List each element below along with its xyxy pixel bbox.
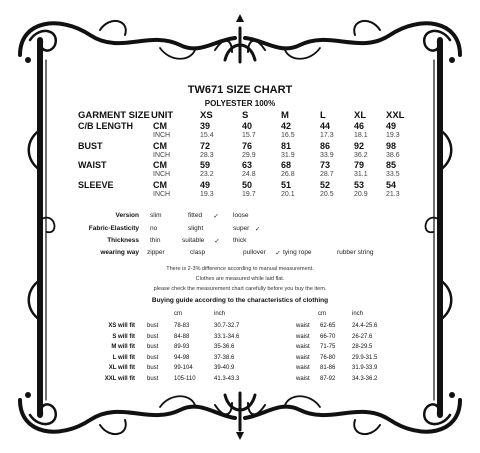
check-icon: ✓ (214, 238, 220, 245)
cm-value: 81 (281, 141, 292, 151)
check-icon: ✓ (255, 226, 261, 233)
attribute-option: slim (150, 212, 162, 219)
inch-value: 29.9 (242, 152, 256, 159)
guide-bust-cm: 78-83 (174, 323, 190, 329)
guide-waist-cm: 81-86 (320, 365, 336, 371)
cm-value: 73 (320, 160, 331, 170)
inch-value: 21.3 (386, 191, 400, 198)
row-label: BUST (78, 141, 103, 151)
unit-header: UNIT (151, 110, 174, 121)
attribute-option: suitable (182, 237, 205, 244)
guide-waist-cm: 87-92 (320, 375, 336, 382)
inch-value: 19.7 (242, 191, 256, 198)
guide-waist-label: waist (296, 344, 310, 350)
guide-size: XL will fit (108, 365, 135, 371)
cm-value: 76 (242, 141, 253, 151)
attribute-label: wearing way (100, 249, 139, 256)
cm-value: 49 (200, 180, 211, 190)
inch-value: 20.9 (354, 191, 368, 198)
cm-value: 44 (320, 121, 331, 131)
row-label: SLEEVE (78, 180, 114, 190)
cm-value: 51 (281, 180, 292, 190)
inch-value: 19.3 (200, 191, 214, 198)
cm-value: 72 (200, 141, 211, 151)
inch-value: 19.3 (386, 132, 400, 139)
guide-bust-inch: 35-36.6 (214, 344, 235, 350)
cm-value: 79 (354, 160, 365, 170)
guide-unit-cm: cm (174, 311, 182, 317)
guide-waist-inch: 28-29.5 (352, 344, 373, 350)
inch-value: 15.7 (242, 132, 256, 139)
guide-waist-cm: 71-75 (320, 344, 336, 350)
guide-bust-cm: 84-88 (174, 333, 190, 340)
guide-waist-cm: 66-70 (320, 333, 336, 340)
guide-waist-inch: 24.4-25.6 (352, 323, 378, 329)
note-line: Clothes are measured while laid flat. (195, 276, 285, 282)
inch-value: 20.5 (320, 191, 334, 198)
guide-unit-inch: inch (214, 311, 226, 317)
guide-bust-label: bust (147, 365, 159, 371)
size-header-s: S (242, 110, 249, 121)
size-header-xxl: XXL (386, 110, 405, 121)
guide-bust-inch: 30.7-32.7 (214, 323, 240, 329)
inch-value: 18.1 (354, 132, 368, 139)
guide-bust-label: bust (147, 354, 159, 361)
inch-value: 38.6 (386, 152, 400, 159)
chart-subtitle: POLYESTER 100% (204, 99, 276, 108)
guide-size: L will fit (112, 354, 135, 361)
buying-guide-title: Buying guide according to the characteristics of clothing (151, 297, 329, 304)
attribute-label: Fabric-Elasticity (88, 225, 139, 232)
attribute-option: slight (188, 225, 204, 232)
guide-waist-inch: 34.3-36.2 (352, 375, 378, 382)
inch-value: 31.1 (354, 171, 368, 178)
cm-value: 53 (354, 180, 365, 190)
guide-waist-cm: 62-65 (320, 323, 336, 329)
cm-value: 63 (242, 160, 253, 170)
guide-waist-inch: 26-27.6 (352, 333, 373, 340)
unit-inch-label: INCH (153, 132, 171, 139)
guide-waist-inch: 29.9-31.5 (352, 354, 378, 361)
note-line: There is 2-3% difference according to manual measurement. (166, 266, 314, 272)
cm-value: 86 (320, 141, 331, 151)
attribute-option: super (233, 225, 250, 232)
guide-bust-cm: 89-93 (174, 344, 190, 350)
attribute-option: rubber string (337, 249, 374, 256)
row-label: C/B LENGTH (78, 121, 133, 131)
inch-value: 20.1 (281, 191, 295, 198)
size-header-m: M (281, 110, 289, 121)
inch-value: 33.9 (320, 152, 334, 159)
unit-cm-label: CM (153, 180, 167, 190)
attribute-label: Thickness (107, 237, 139, 244)
guide-size: XXL will fit (104, 375, 135, 382)
guide-bust-cm: 99-104 (174, 365, 193, 371)
guide-bust-cm: 105-110 (174, 375, 196, 382)
cm-value: 46 (354, 121, 365, 131)
cm-value: 92 (354, 141, 365, 151)
guide-bust-inch: 33.1-34.6 (214, 333, 240, 340)
garment-size-header: GARMENT SIZE (78, 110, 150, 121)
size-header-l: L (320, 110, 326, 121)
inch-value: 28.7 (320, 171, 334, 178)
attribute-option: thin (150, 237, 161, 244)
cm-value: 68 (281, 160, 292, 170)
guide-bust-label: bust (147, 375, 159, 382)
inch-value: 31.9 (281, 152, 295, 159)
inch-value: 16.5 (281, 132, 295, 139)
inch-value: 15.4 (200, 132, 214, 139)
guide-bust-inch: 41.3-43.3 (214, 375, 240, 382)
inch-value: 26.8 (281, 171, 295, 178)
guide-size: S will fit (112, 333, 135, 340)
inch-value: 23.2 (200, 171, 214, 178)
inch-value: 28.3 (200, 152, 214, 159)
unit-cm-label: CM (153, 121, 167, 131)
guide-bust-label: bust (147, 333, 159, 340)
inch-value: 33.5 (386, 171, 400, 178)
attribute-option: pullover (243, 249, 266, 256)
inch-value: 17.3 (320, 132, 334, 139)
cm-value: 52 (320, 180, 331, 190)
guide-bust-cm: 94-98 (174, 354, 190, 361)
guide-unit-inch: inch (352, 311, 364, 317)
unit-cm-label: CM (153, 160, 167, 170)
unit-cm-label: CM (153, 141, 167, 151)
inch-value: 24.8 (242, 171, 256, 178)
guide-bust-label: bust (147, 323, 159, 329)
guide-bust-inch: 37-38.6 (214, 354, 235, 361)
check-icon: ✓ (275, 250, 281, 257)
size-header-xs: XS (200, 110, 213, 121)
attribute-option: fitted (188, 212, 203, 219)
attribute-option: tying rope (283, 249, 312, 256)
guide-waist-label: waist (296, 323, 310, 329)
cm-value: 42 (281, 121, 292, 131)
cm-value: 39 (200, 121, 211, 131)
attribute-option: loose (233, 212, 249, 219)
unit-inch-label: INCH (153, 152, 171, 159)
inch-value: 36.2 (354, 152, 368, 159)
attribute-label: Version (115, 212, 139, 219)
guide-size: M will fit (111, 344, 135, 350)
guide-size: XS will fit (108, 323, 135, 329)
guide-unit-cm: cm (318, 311, 326, 317)
note-line: please check the measurement chart carefully before you buy the item. (153, 286, 327, 292)
unit-inch-label: INCH (153, 191, 171, 198)
cm-value: 85 (386, 160, 397, 170)
cm-value: 40 (242, 121, 253, 131)
guide-waist-label: waist (296, 365, 310, 371)
guide-bust-inch: 39-40.9 (214, 365, 235, 371)
attribute-option: zipper (147, 249, 165, 256)
attribute-option: thick (233, 237, 247, 244)
size-header-xl: XL (354, 110, 367, 121)
guide-waist-label: waist (296, 375, 310, 382)
cm-value: 54 (386, 180, 397, 190)
chart-title: TW671 SIZE CHART (187, 84, 293, 96)
check-icon: ✓ (213, 213, 219, 220)
row-label: WAIST (78, 160, 107, 170)
attribute-option: no (150, 225, 158, 232)
unit-inch-label: INCH (153, 171, 171, 178)
cm-value: 59 (200, 160, 211, 170)
cm-value: 50 (242, 180, 253, 190)
attribute-option: clasp (190, 249, 206, 256)
cm-value: 49 (386, 121, 397, 131)
guide-waist-inch: 31.9-33.9 (352, 365, 378, 371)
guide-waist-label: waist (296, 354, 310, 361)
cm-value: 98 (386, 141, 397, 151)
guide-waist-cm: 76-80 (320, 354, 336, 361)
guide-bust-label: bust (147, 344, 159, 350)
guide-waist-label: waist (296, 333, 310, 340)
